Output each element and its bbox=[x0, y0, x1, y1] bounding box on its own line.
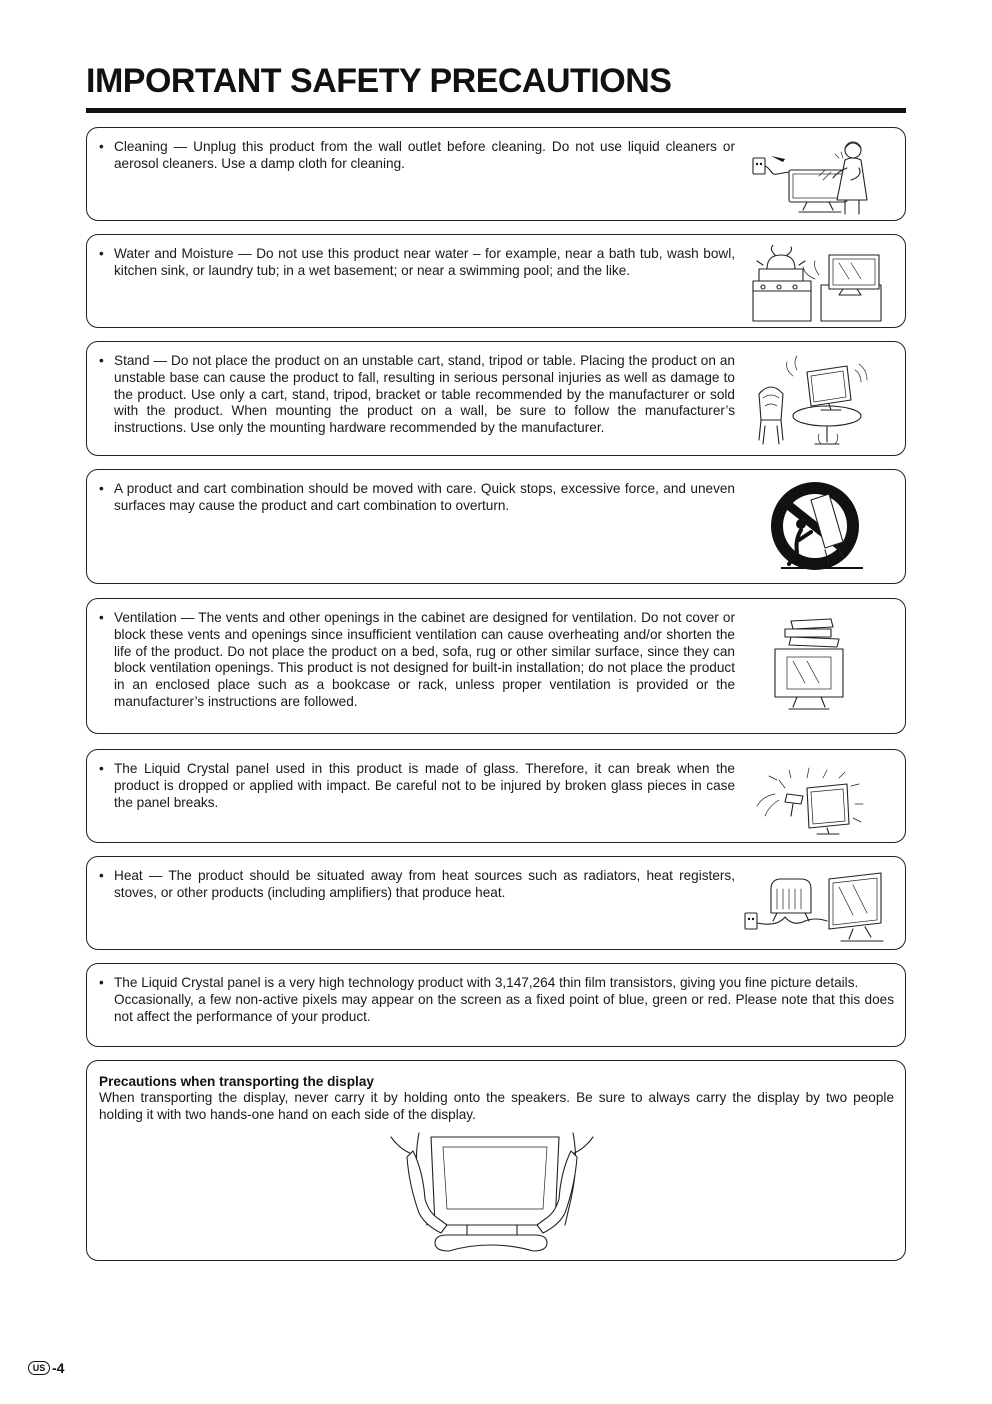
cart-warning-icon bbox=[767, 480, 871, 576]
precaution-text: A product and cart combination should be moved with care. Quick stops, excessive force, and uneven surfaces may cause the product and cart combination to overturn. bbox=[114, 481, 735, 513]
page-title: IMPORTANT SAFETY PRECAUTIONS bbox=[86, 62, 672, 100]
lcd-pixel-notice bbox=[86, 963, 906, 1047]
unstable-stand-illustration bbox=[749, 354, 879, 450]
title-rule bbox=[86, 108, 906, 113]
precaution-text: Ventilation — The vents and other openings in the cabinet are designed for ventilation. Do not cover or block these vents and openings since insufficient ventilation can cause overheating and/or shorten the life of the product. Do not place the product on a bed, sofa, rug or other similar surface, since they can block ventilation openings. This product is not designed for built-in installation; do not place the product in an enclosed place such as a bookcase or rack, unless proper ventilation is provided or the manufacturer’s instructions are followed. bbox=[114, 610, 735, 709]
precaution-water bbox=[86, 234, 906, 328]
ventilation-illustration bbox=[771, 615, 851, 711]
region-badge: US bbox=[28, 1361, 50, 1375]
bullet: • bbox=[99, 139, 104, 154]
transport-text: When transporting the display, never carry it by holding onto the speakers. Be sure to always carry the display by two people holding it with two hands-one hand on each side of the display. bbox=[99, 1090, 894, 1122]
precaution-stand bbox=[86, 341, 906, 456]
heat-source-illustration bbox=[741, 865, 887, 947]
cleaning-illustration bbox=[749, 136, 873, 218]
precaution-heat bbox=[86, 856, 906, 950]
precaution-cleaning bbox=[86, 127, 906, 221]
lcd-notice-line1: The Liquid Crystal panel is a very high technology product with 3,147,264 thin film transistors, giving you fine picture details. bbox=[114, 975, 859, 990]
precaution-ventilation bbox=[86, 598, 906, 734]
bullet: • bbox=[99, 610, 104, 625]
precaution-text: Cleaning — Unplug this product from the wall outlet before cleaning. Do not use liquid cleaners or aerosol cleaners. Use a damp cloth for cleaning. bbox=[114, 139, 735, 171]
water-moisture-illustration bbox=[749, 245, 889, 325]
bullet: • bbox=[99, 761, 104, 776]
precaution-glass bbox=[86, 749, 906, 843]
page-number: -4 bbox=[52, 1360, 65, 1376]
precaution-text: The Liquid Crystal panel used in this product is made of glass. Therefore, it can break when the product is dropped or applied with impact. Be careful not to be injured by broken glass pieces in case the panel breaks. bbox=[114, 761, 735, 810]
glass-impact-illustration bbox=[749, 764, 875, 836]
page-footer bbox=[28, 1360, 64, 1376]
two-person-carry-illustration bbox=[387, 1131, 597, 1253]
bullet: • bbox=[99, 353, 104, 368]
bullet: • bbox=[99, 868, 104, 883]
precaution-text: Stand — Do not place the product on an unstable cart, stand, tripod or table. Placing the product on an unstable base can cause the product to fall, resulting in serious personal injuries as well as damage to the product. Use only a cart, stand, tripod, bracket or table recommended by the manufacturer or sold with the product. When mounting the product on a wall, be sure to follow the manufacturer’s instructions. Use only the mounting hardware recommended by the manufacturer. bbox=[114, 353, 735, 436]
transport-precautions bbox=[86, 1060, 906, 1261]
bullet: • bbox=[99, 481, 104, 496]
lcd-notice-line2: Occasionally, a few non-active pixels may appear on the screen as a fixed point of blue, green or red. Please note that this does not affect the performance of your product. bbox=[114, 991, 894, 1024]
precaution-text: Water and Moisture — Do not use this product near water – for example, near a bath tub, wash bowl, kitchen sink, or laundry tub; in a wet basement; or near a swimming pool; and the like. bbox=[114, 246, 735, 278]
transport-heading: Precautions when transporting the display bbox=[99, 1074, 374, 1089]
precaution-text: Heat — The product should be situated away from heat sources such as radiators, heat registers, stoves, or other products (including amplifiers) that produce heat. bbox=[114, 868, 735, 900]
bullet: • bbox=[99, 975, 104, 990]
precaution-cart bbox=[86, 469, 906, 584]
bullet: • bbox=[99, 246, 104, 261]
